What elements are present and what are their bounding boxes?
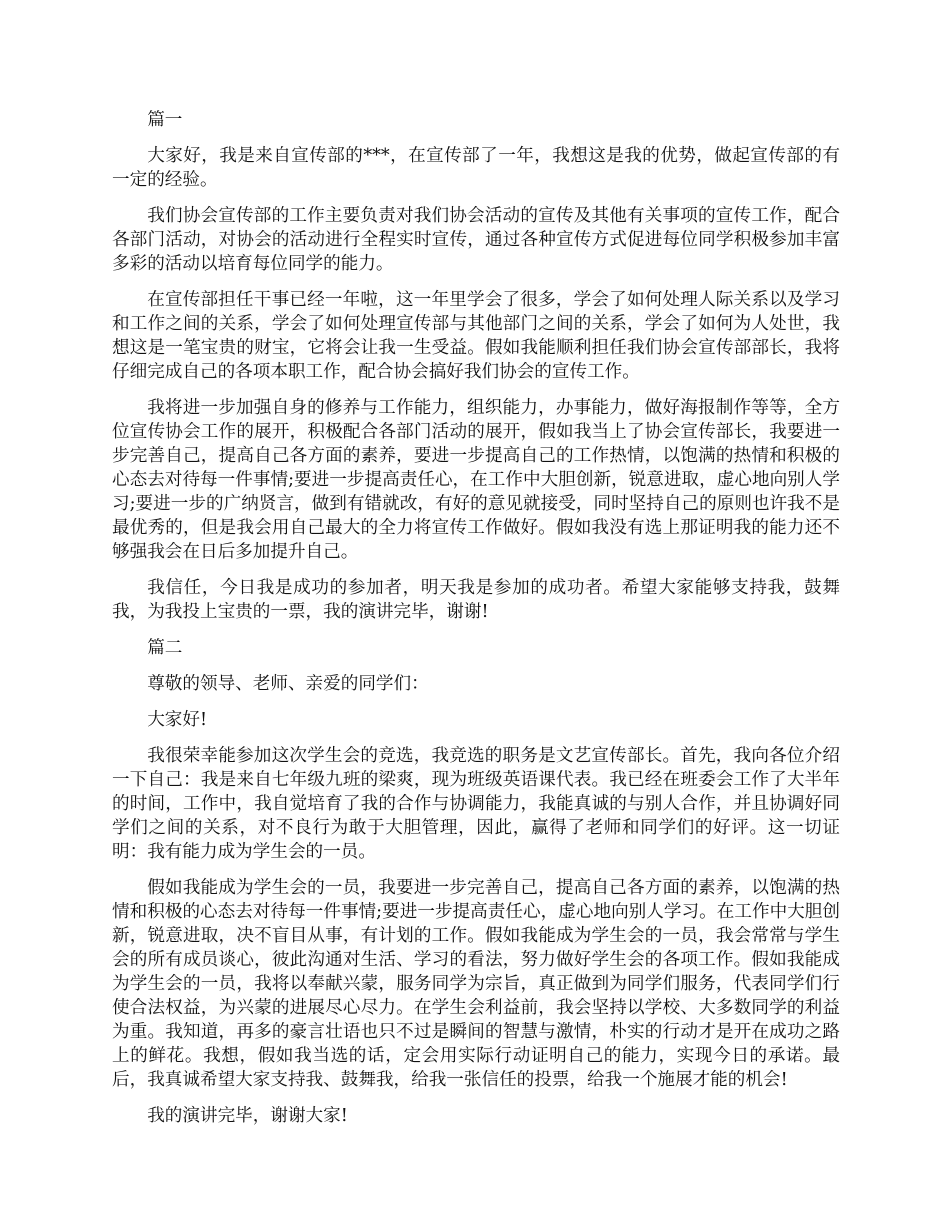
section-heading: 篇二 [147, 638, 183, 658]
document-body [112, 108, 840, 1140]
paragraph: 我们协会宣传部的工作主要负责对我们协会活动的宣传及其他有关事项的宣传工作，配合各部门活动，对协会的活动进行全程实时宣传，通过各种宣传方式促进每位同学积极参加丰富多彩的活动以培育每位同学的能力。 [112, 206, 840, 274]
section-heading: 篇一 [147, 110, 183, 130]
closing-line: 我的演讲完毕，谢谢大家! [147, 1106, 348, 1126]
paragraph: 假如我能成为学生会的一员，我要进一步完善自己，提高自己各方面的素养，以饱满的热情和积极的心态去对待每一件事情;要进一步提高责任心，虚心地向别人学习。在工作中大胆创新，锐意进取，决不盲目从事，有计划的工作。假如我能成为学生会的一员，我会常常与学生会的所有成员谈心，彼此沟通对生活、学习的看法，努力做好学生会的各项工作。假如我能成为学生会的一员，我将以奉献兴蒙，服务同学为宗旨，真正做到为同学们服务，代表同学们行使合法权益，为兴蒙的进展尽心尽力。在学生会利益前，我会坚持以学校、大多数同学的利益为重。我知道，再多的豪言壮语也只不过是瞬间的智慧与激情，朴实的行动才是开在成功之路上的鲜花。我想，假如我当选的话，定会用实际行动证明自己的能力，实现今日的承诺。最后，我真诚希望大家支持我、鼓舞我，给我一张信任的投票，给我一个施展才能的机会! [112, 878, 840, 1090]
paragraph: 我将进一步加强自身的修养与工作能力，组织能力，办事能力，做好海报制作等等，全方位宣传协会工作的展开，积极配合各部门活动的展开，假如我当上了协会宣传部长，我要进一步完善自己，提高自己各方面的素养，要进一步提高自己的工作热情，以饱满的热情和积极的心态去对待每一件事情;要进一步提高责任心，在工作中大胆创新，锐意进取，虚心地向别人学习;要进一步的广纳贤言，做到有错就改，有好的意见就接受，同时坚持自己的原则也许我不是最优秀的，但是我会用自己最大的全力将宣传工作做好。假如我没有选上那证明我的能力还不够强我会在日后多加提升自己。 [112, 398, 840, 562]
paragraph: 我很荣幸能参加这次学生会的竞选，我竞选的职务是文艺宣传部长。首先，我向各位介绍一下自己：我是来自七年级九班的梁爽，现为班级英语课代表。我已经在班委会工作了大半年的时间，工作中，我自觉培育了我的合作与协调能力，我能真诚的与别人合作，并且协调好同学们之间的关系，对不良行为敢于大胆管理，因此，赢得了老师和同学们的好评。这一切证明：我有能力成为学生会的一员。 [112, 746, 840, 862]
paragraph: 在宣传部担任干事已经一年啦，这一年里学会了很多，学会了如何处理人际关系以及学习和工作之间的关系，学会了如何处理宣传部与其他部门之间的关系，学会了如何为人处世，我想这是一笔宝贵的财宝，它将会让我一生受益。假如我能顺利担任我们协会宣传部部长，我将仔细完成自己的各项本职工作，配合协会搞好我们协会的宣传工作。 [112, 290, 840, 382]
salutation: 尊敬的领导、老师、亲爱的同学们： [147, 674, 429, 694]
greeting: 大家好! [147, 710, 208, 730]
paragraph: 我信任，今日我是成功的参加者，明天我是参加的成功者。希望大家能够支持我，鼓舞我，为我投上宝贵的一票，我的演讲完毕，谢谢! [112, 578, 840, 622]
paragraph: 大家好，我是来自宣传部的***，在宣传部了一年，我想这是我的优势，做起宣传部的有一定的经验。 [112, 146, 840, 190]
